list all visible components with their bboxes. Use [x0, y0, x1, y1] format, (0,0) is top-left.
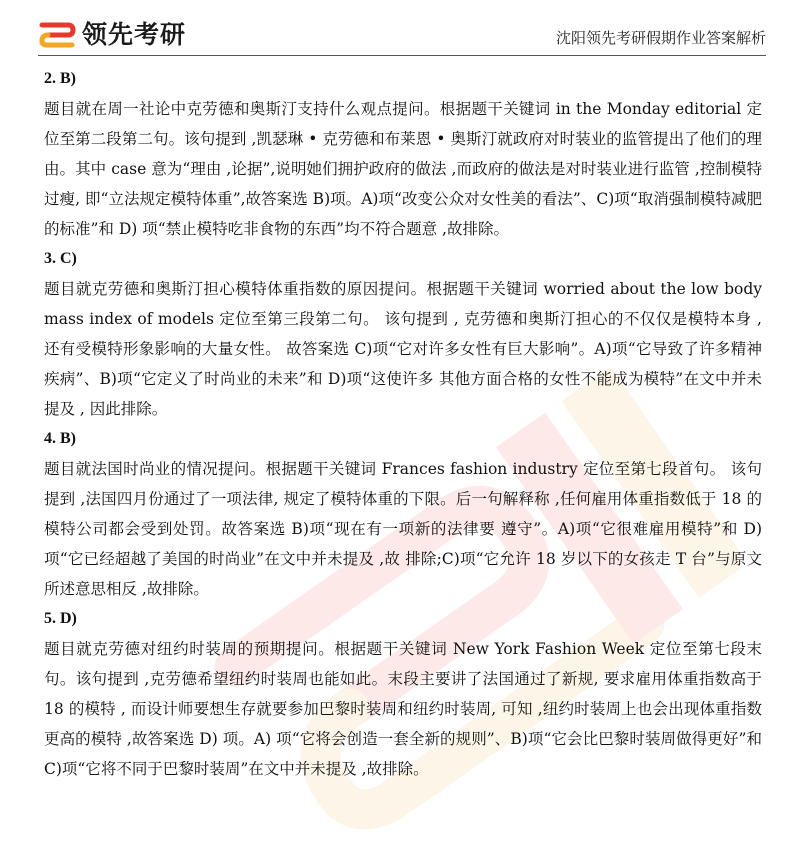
answer-item — [44, 244, 762, 424]
header-divider — [38, 55, 766, 56]
answer-title: 4. B) — [44, 430, 76, 447]
answer-item — [44, 64, 762, 244]
logo-mark-icon — [38, 17, 76, 49]
answer-explanation: 题目就法国时尚业的情况提问。根据题干关键词 Frances fashion industry 定位至第七段首句。 该句提到 ,法国四月份通过了一项法律, 规定了模特体重的下限。后一句解释称 ,任何雇用体重指数低于 18 的模特公司都会受到处罚。故答案选 B)项“现在有一项新的法律要 遵守”。A)项“它很难雇用模特”和 D) 项“它已经超越了美国的时尚业”在文中并未提及 ,故 排除;C)项“它允许 18 岁以下的女孩走 T 台”与原文所述意思相反 ,故排除。 — [44, 460, 762, 598]
logo-text: 领先考研 — [82, 20, 187, 49]
page-header — [0, 0, 804, 56]
answer-explanation: 题目就克劳德对纽约时装周的预期提问。根据题干关键词 New York Fashion Week 定位至第七段末句。该句提到 ,克劳德希望纽约时装周也能如此。末段主要讲了法国通过了新规, 要求雇用体重指数高于 18 的模特 , 而设计师要想生存就要参加巴黎时装周和纽约时装周, 可知 ,纽约时装周上也会出现体重指数更高的模特 ,故答案选 D) 项。A) 项“它将会创造一套全新的规则”、B)项“它会比巴黎时装周做得更好”和 C)项“它将不同于巴黎时装周”在文中并未提及 ,故排除。 — [44, 640, 762, 778]
answer-item — [44, 604, 762, 784]
answer-content — [44, 64, 762, 784]
answer-explanation: 题目就克劳德和奥斯汀担心模特体重指数的原因提问。根据题干关键词 worried about the low body mass index of models 定位至第三段第二句。 该句提到 , 克劳德和奥斯汀担心的不仅仅是模特本身 , 还有受模特形象影响的大量女性。 故答案选 C)项“它对许多女性有巨大影响”。A)项“它导致了许多精神疾病”、B)项“它定义了时尚业的未来”和 D)项“这使许多 其他方面合格的女性不能成为模特”在文中并未提及 , 因此排除。 — [44, 280, 762, 418]
document-title: 沈阳领先考研假期作业答案解析 — [555, 29, 766, 47]
answer-title: 5. D) — [44, 610, 77, 627]
answer-explanation: 题目就在周一社论中克劳德和奥斯汀支持什么观点提问。根据题干关键词 in the Monday editorial 定位至第二段第二句。该句提到 ,凯瑟琳 • 克劳德和布莱恩 • 奥斯汀就政府对时装业的监管提出了他们的理由。其中 case 意为“理由 ,论据”,说明她们拥护政府的做法 ,而政府的做法是对时装业进行监管 ,控制模特过瘦, 即“立法规定模特体重”,故答案选 B)项。A)项“改变公众对女性美的看法”、C)项“取消强制模特减肥的标准”和 D) 项“禁止模特吃非食物的东西”均不符合题意 ,故排除。 — [44, 100, 762, 238]
answer-item — [44, 424, 762, 604]
answer-title: 2. B) — [44, 70, 76, 87]
brand-logo — [38, 17, 186, 49]
answer-title: 3. C) — [44, 250, 77, 267]
